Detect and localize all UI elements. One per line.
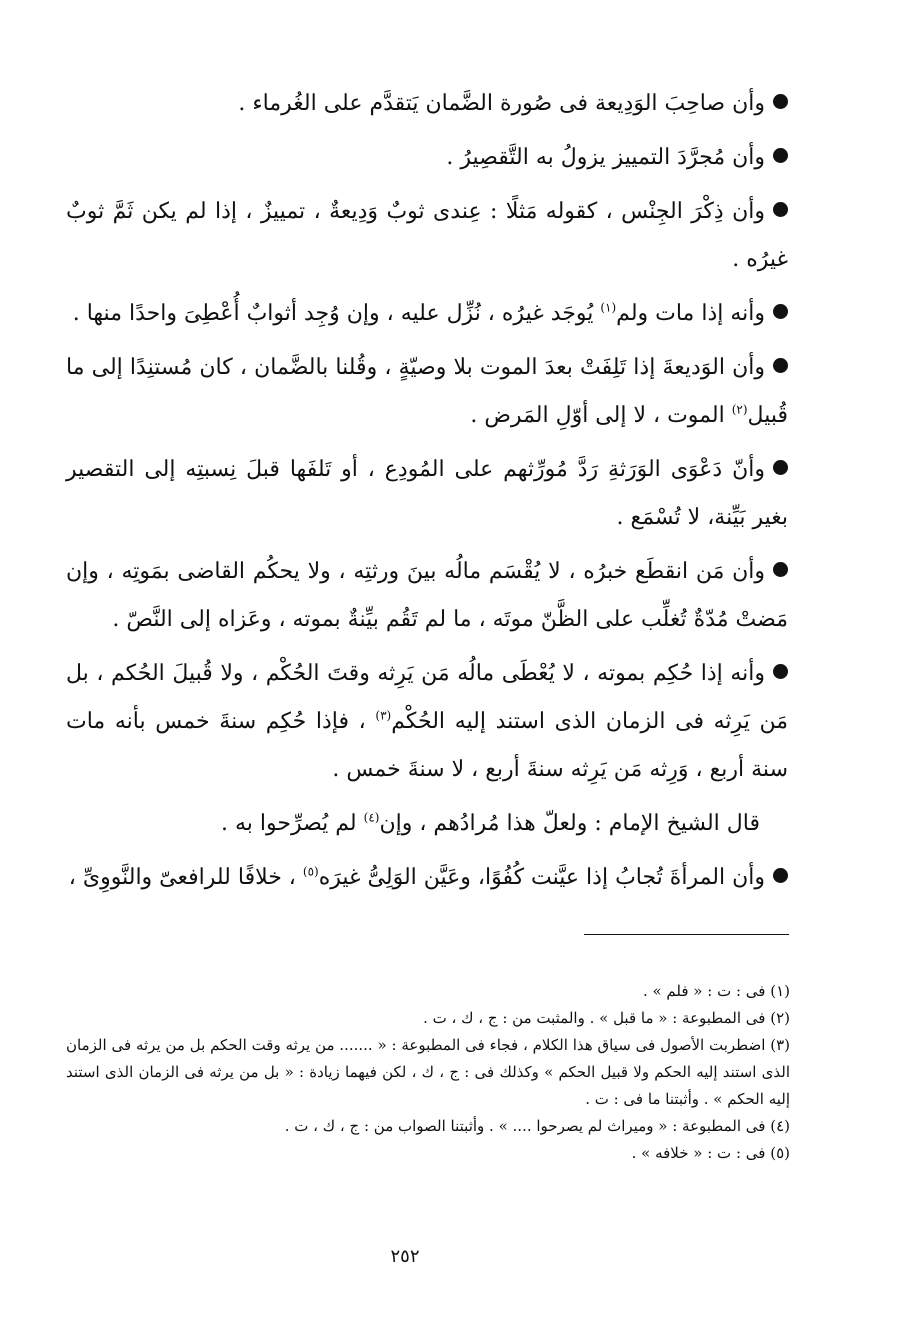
paragraph xyxy=(66,344,788,440)
paragraph xyxy=(66,80,788,128)
paragraph-text-before: قال الشيخ الإمام : ولعلّ هذا مُرادُهم ، وإن xyxy=(379,811,760,836)
main-text xyxy=(66,80,788,908)
paragraph-text: وأن مُجرَّدَ التمييز يزولُ به التَّقصِيرُ . xyxy=(446,145,765,170)
bullet-icon xyxy=(773,868,788,883)
paragraph-text-before: وأنه إذا حُكِم بموته ، لا يُعْطَى مالُه مَن يَرِثه وقتَ الحُكْم ، ولا قُبيلَ الحُكم ، بل مَن يَرِثه فى الزمان الذى استند إليه الحُكْم xyxy=(66,661,789,734)
paragraph xyxy=(66,290,788,338)
bullet-icon xyxy=(773,664,788,679)
bullet-icon xyxy=(773,562,788,577)
page-number: ٢٥٢ xyxy=(390,1246,420,1267)
paragraph-text-after: ، فإذا حُكِم سنةَ خمس بأنه مات سنة أربع ، وَرِثه مَن يَرِثه سنةَ أربع ، لا سنةَ خمس . xyxy=(66,709,788,782)
footnote: (١) فى : ت : « فلم » . xyxy=(642,982,790,1000)
paragraph-text: وأن صاحِبَ الوَدِيعة فى صُورة الضَّمان يَتقدَّم على الغُرماء . xyxy=(238,91,765,116)
footnote-ref: (١) xyxy=(600,300,617,315)
paragraph xyxy=(66,188,788,284)
paragraph xyxy=(66,650,788,794)
footnote: (٥) فى : ت : « خلافه » . xyxy=(631,1144,790,1162)
footnote-ref: (٥) xyxy=(302,864,319,879)
paragraph xyxy=(66,134,788,182)
bullet-icon xyxy=(773,94,788,109)
paragraph-text-after: لم يُصرِّحوا به . xyxy=(220,811,364,836)
paragraph xyxy=(66,548,788,644)
paragraph xyxy=(66,446,788,542)
footnote: (٣) اضطربت الأصول فى سياق هذا الكلام ، فجاء فى المطبوعة : « ....... من يرثه وقت الحكم بل من يرثه فى الزمان الذى استند إليه الحكم ولا قبيل الحكم » وكذلك فى : ج ، ك ، لكن فيهما زيادة : « بل من يرثه فى الزمان الذى استند إليه الحكم » . وأثبتنا ما فى : ت . xyxy=(66,1036,790,1108)
bullet-icon xyxy=(773,148,788,163)
footnotes xyxy=(66,978,790,1167)
footnote-ref: (٣) xyxy=(375,708,392,723)
paragraph-text-before: وأن المرأةَ تُجابُ إذا عيَّنت كُفُوًا، وعَيَّن الوَلِىُّ غيرَه xyxy=(318,865,765,890)
paragraph-text-before: وأنه إذا مات ولم xyxy=(616,301,765,326)
paragraph-text-after: الموت ، لا إلى أوّلِ المَرض . xyxy=(470,403,732,428)
bullet-icon xyxy=(773,460,788,475)
paragraph-text-after: يُوجَد غيرُه ، نُزِّل عليه ، وإن وُجِد أثوابٌ أُعْطِىَ واحدًا منها . xyxy=(72,301,601,326)
paragraph xyxy=(66,854,788,902)
bullet-icon xyxy=(773,202,788,217)
paragraph-text-after: ، خلافًا للرافعىّ والنَّووِىِّ ، xyxy=(68,865,303,890)
paragraph-text: وأن مَن انقطَع خبرُه ، لا يُقْسَم مالُه بينَ ورثتِه ، ولا يحكُم القاضى بمَوتِه ، وإن مَضتْ مُدّةٌ تُغلِّب على الظَّنّ موتَه ، ما لم تَقُم بيِّنةٌ بموته ، وعَزاه إلى النَّصّ . xyxy=(66,559,788,632)
bullet-icon xyxy=(773,358,788,373)
footnote-divider xyxy=(584,934,789,935)
footnote-ref: (٤) xyxy=(363,810,380,825)
footnote-ref: (٢) xyxy=(731,402,748,417)
footnote: (٤) فى المطبوعة : « وميراث لم يصرحوا .... » . وأثبتنا الصواب من : ج ، ك ، ت . xyxy=(284,1117,790,1135)
bullet-icon xyxy=(773,304,788,319)
paragraph-text: وأنّ دَعْوَى الوَرَثةِ رَدَّ مُورِّثهم على المُودِع ، أو تَلفَها قبلَ نِسبتِه إلى التقصير بغير بَيِّنة، لا تُسْمَع . xyxy=(66,457,788,530)
paragraph xyxy=(66,800,788,848)
paragraph-text-before: وأن الوَديعةَ إذا تَلِفَتْ بعدَ الموت بلا وصيّةٍ ، وقُلنا بالضَّمان ، كان مُستنِدًا إلى ما قُبيل xyxy=(66,355,788,428)
footnote: (٢) فى المطبوعة : « ما قبل » . والمثبت من : ج ، ك ، ت . xyxy=(423,1009,790,1027)
paragraph-text: وأن ذِكْرَ الجِنْس ، كقوله مَثلًا : عِندى ثوبٌ وَدِيعةٌ ، تمييزٌ ، إذا لم يكن ثَمَّ ثوبٌ غيرُه . xyxy=(66,199,788,272)
